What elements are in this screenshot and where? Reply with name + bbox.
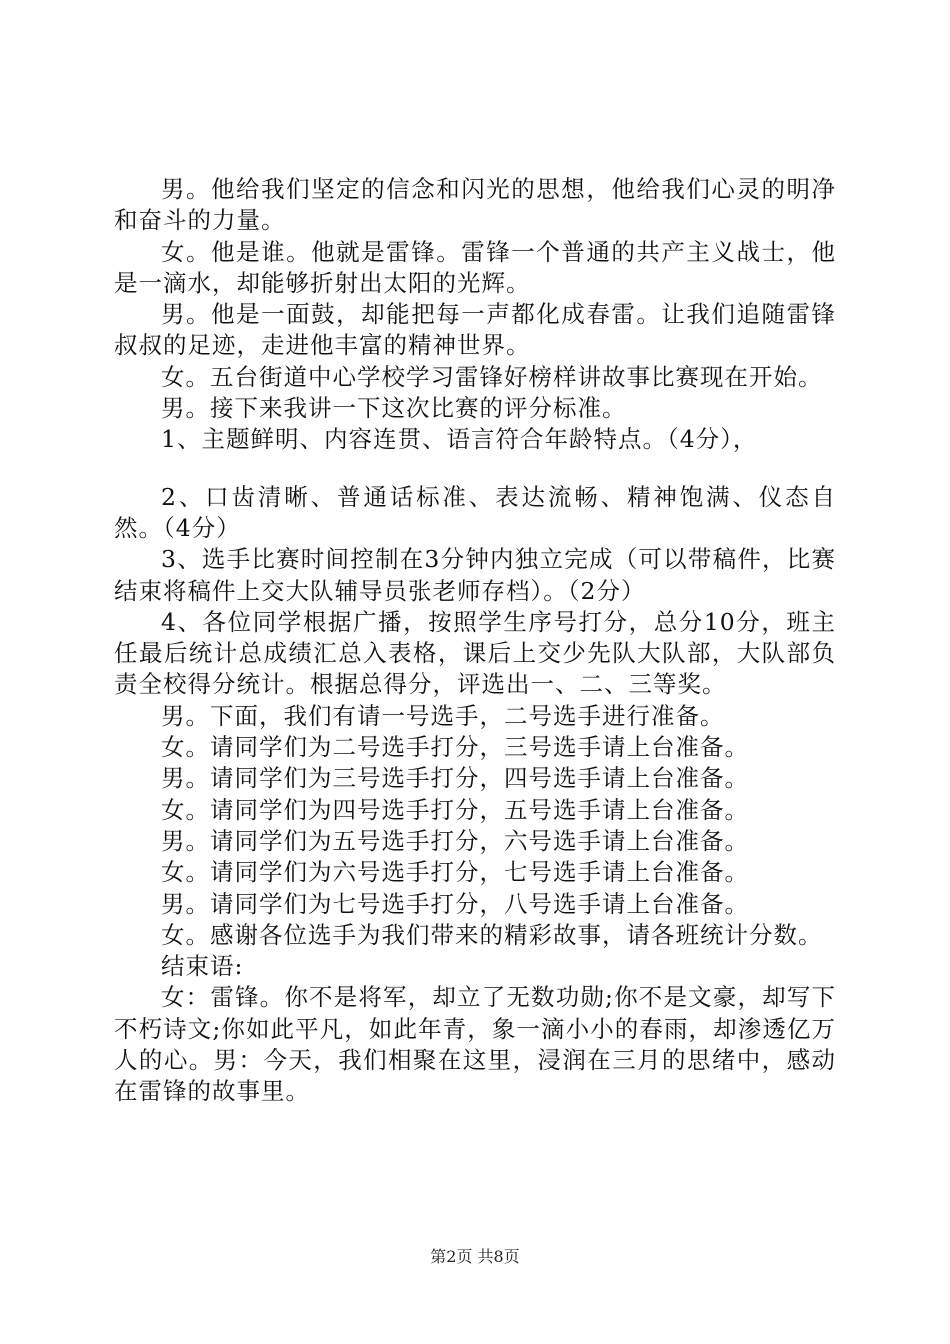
paragraph: 女。他是谁。他就是雷锋。雷锋一个普通的共产主义战士，他是一滴水，却能够折射出太阳的光辉。	[114, 237, 836, 297]
scoring-item: 1、主题鲜明、内容连贯、语言符合年龄特点。（4分），	[161, 425, 758, 454]
paragraph: 女。请同学们为二号选手打分，三号选手请上台准备。	[161, 733, 749, 762]
page-number-footer: 第2页 共8页	[430, 1247, 520, 1266]
paragraph: 男。请同学们为七号选手打分，八号选手请上台准备。	[161, 889, 749, 918]
paragraph: 男。他是一面鼓，却能把每一声都化成春雷。让我们追随雷锋叔叔的足迹，走进他丰富的精神世界。	[114, 300, 836, 360]
paragraph: 女。感谢各位选手为我们带来的精彩故事，请各班统计分数。	[161, 920, 823, 949]
scoring-item: 3、选手比赛时间控制在3分钟内独立完成（可以带稿件，比赛结束将稿件上交大队辅导员张老师存档）。（2分）	[114, 545, 836, 605]
paragraph: 男。下面，我们有请一号选手，二号选手进行准备。	[161, 701, 725, 730]
document-body	[114, 174, 836, 1108]
paragraph: 男。接下来我讲一下这次比赛的评分标准。	[161, 394, 627, 423]
paragraph: 女。五台街道中心学校学习雷锋好榜样讲故事比赛现在开始。	[161, 362, 823, 391]
section-heading: 结束语:	[161, 952, 244, 981]
paragraph: 女：雷锋。你不是将军，却立了无数功勋;你不是文豪，却写下不朽诗文;你如此平凡，如此年青，象一滴小小的春雨，却渗透亿万人的心。男：今天，我们相聚在这里，浸润在三月的思绪中，感动在雷锋的故事里。	[114, 983, 836, 1106]
scoring-item: 2、口齿清晰、普通话标准、表达流畅、精神饱满、仪态自然。（4分）	[114, 482, 836, 542]
paragraph: 男。请同学们为三号选手打分，四号选手请上台准备。	[161, 764, 749, 793]
scoring-item: 4、各位同学根据广播，按照学生序号打分，总分10分，班主任最后统计总成绩汇总入表格，课后上交少先队大队部，大队部负责全校得分统计。根据总得分，评选出一、二、三等奖。	[114, 607, 836, 699]
paragraph: 女。请同学们为六号选手打分，七号选手请上台准备。	[161, 858, 749, 887]
paragraph: 男。请同学们为五号选手打分，六号选手请上台准备。	[161, 826, 749, 855]
paragraph: 女。请同学们为四号选手打分，五号选手请上台准备。	[161, 795, 749, 824]
paragraph: 男。他给我们坚定的信念和闪光的思想，他给我们心灵的明净和奋斗的力量。	[114, 175, 836, 235]
